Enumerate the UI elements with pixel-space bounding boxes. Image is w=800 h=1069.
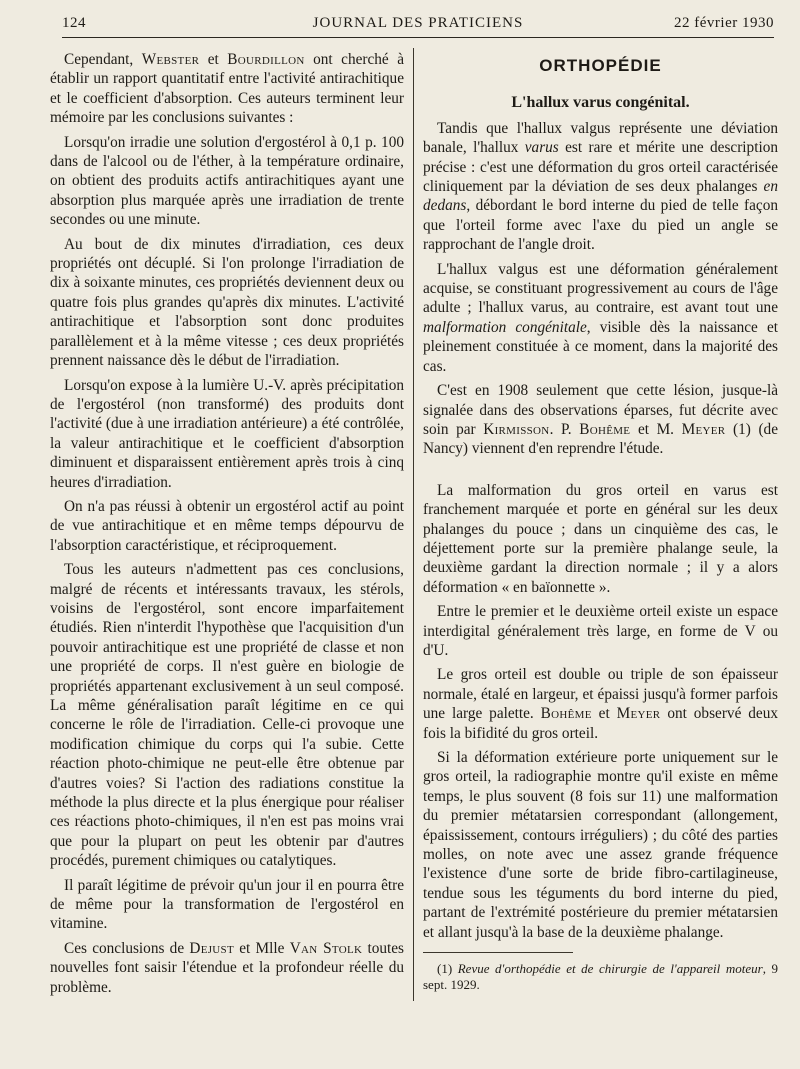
column-divider	[413, 48, 414, 1001]
paragraph: Il paraît légitime de prévoir qu'un jour il en pourra être de même pour la transformation de l'ergostérol en vitamine.	[50, 876, 404, 933]
issue-date: 22 février 1930	[674, 15, 774, 31]
running-header	[62, 15, 774, 37]
author-name: Kirmisson	[483, 420, 550, 438]
paragraph: On n'a pas réussi à obtenir un ergostérol actif au point de vue antirachitique et en même temps dépourvu de l'absorption caractéristique, et réciproquement.	[50, 497, 404, 554]
paragraph: La malformation du gros orteil en varus est franchement marquée et porte en général sur les deux phalanges du pouce ; dans un cinquième des cas, le déjettement porte sur la première phalange seule, la deuxième gardant la direction normale ; il y a alors déformation « en baïonnette ».	[423, 481, 778, 596]
paragraph: Le gros orteil est double ou triple de son épaisseur normale, étalé en largeur, et épaissi jusqu'à former parfois une large palette. Bohême et Meyer ont observé deux fois la bifidité du gros orteil.	[423, 666, 778, 742]
author-name: Bohême	[579, 420, 631, 438]
journal-title: JOURNAL DES PRATICIENS	[312, 15, 524, 31]
article-title: L'hallux varus congénital.	[511, 94, 690, 112]
author-name: Bourdillon	[227, 51, 305, 68]
paragraph: Si la déformation extérieure porte uniquement sur le gros orteil, la radiographie montre qu'il existe en même temps, le plus souvent (8 fois sur 11) une malformation du premier métatarsien correspondant (allongement, épaississement, contours irréguliers) ; du côté des parties molles, on note avec une assez grande fréquence l'existence d'une sorte de bride fibro-cartilagineuse, tendue sous les téguments du bord interne du pied, partant de l'extrémité postérieure du premier métatarsien et allant jusqu'à la base de la deuxième phalange.	[423, 749, 778, 941]
section-title: ORTHOPÉDIE	[539, 56, 662, 75]
paragraph: C'est en 1908 seulement que cette lésion, jusque-là signalée dans des observations éparses, fut décrite avec soin par Kirmisson. P. Bohême et M. Meyer (1) (de Nancy) viennent d'en reprendre l'étude.	[423, 382, 778, 458]
author-name: Dejust	[189, 939, 234, 957]
header-rule	[62, 37, 774, 38]
left-column	[50, 50, 404, 1002]
paragraph: Lorsqu'on irradie une solution d'ergostérol à 0,1 p. 100 dans de l'alcool ou de l'éther, à la température ordinaire, on obtient des produits actifs antirachitiques ayant une absorption plus marquée après une irradiation de trente secondes ou une minute.	[50, 133, 404, 229]
paragraph: Tandis que l'hallux valgus représente une déviation banale, l'hallux varus est rare et mérite une description précise : c'est une déformation du gros orteil caractérisée cliniquement par la déviation de ses deux phalanges en dedans, débordant le bord interne du pied de telle façon que l'orteil forme avec l'axe du pied un angle se rapprochant de l'angle droit.	[423, 119, 778, 254]
author-name: Meyer	[616, 705, 661, 723]
paragraph: Ces conclusions de Dejust et Mlle Van Stolk toutes nouvelles font saisir l'étendue et la profondeur réelle du problème.	[50, 939, 405, 996]
page-number: 124	[62, 15, 86, 31]
right-column	[423, 50, 778, 998]
author-name: Webster	[141, 51, 200, 68]
paragraph: Entre le premier et le deuxième orteil existe un espace interdigital généralement très large, en forme de V ou d'U.	[423, 603, 778, 659]
paragraph: Cependant, Webster et Bourdillon ont cherché à établir un rapport quantitatif entre l'activité antirachitique et le coefficient d'absorption. Ces auteurs terminent leur mémoire par les conclusions suivantes :	[50, 51, 404, 127]
paragraph: Au bout de dix minutes d'irradiation, ces deux propriétés ont décuplé. Si l'on prolonge l'irradiation de dix à soixante minutes, ces propriétés deviennent deux ou quatre fois plus grandes qu'après dix minutes. L'activité antirachitique et l'absorption sont donc produites parallèlement et à la même vitesse ; ces deux propriétés prennent naissance dès le début de l'irradiation.	[50, 235, 404, 370]
paragraph: Tous les auteurs n'admettent pas ces conclusions, malgré de récents et intéressants travaux, les stérols, voisins de l'ergostérol, sont encore imparfaitement étudiés. Rien n'interdit l'hypothèse que l'acquisition d'un pouvoir antirachitique est une propriété de classe et non une propriété de corps. Il n'est guère en biologie de propriétés appartenant exclusivement à un seul composé. La même généralisation paraît légitime en ce qui concerne le rôle de l'irradiation. Celle-ci provoque une modification chimique du corps qui l'a subie. Cette réaction photo-chimique ne peut-elle être obtenue par d'autres voies? Si l'action des radiations constitue la méthode la plus directe et la plus énergique pour réaliser ces réactions photo-chimiques, il n'en est pas moins vrai que pour la plupart on peut les obtenir par d'autres procédés, purement chimiques ou catalytiques.	[50, 561, 404, 870]
footnote-rule	[423, 952, 573, 953]
paragraph: L'hallux valgus est une déformation généralement acquise, se constituant progressivement au cours de l'âge adulte ; l'hallux varus, au contraire, est avant tout une malformation congénitale, visible dès la naissance et pleinement constituée à ce moment, dans la majorité des cas.	[423, 260, 778, 375]
paragraph: Lorsqu'on expose à la lumière U.-V. après précipitation de l'ergostérol (non transformé) des produits dont l'activité (due à une irradiation antérieure) a été contrôlée, la valeur antirachitique et le coefficient d'absorption diminuent et disparaissent entièrement après trois à cinq heures d'irradiation.	[50, 376, 404, 491]
author-name: Meyer	[681, 420, 726, 438]
author-name: Van Stolk	[289, 939, 363, 957]
author-name: Bohême	[540, 705, 592, 723]
footnote: (1) Revue d'orthopédie et de chirurgie de l'appareil moteur, 9 sept. 1929.	[423, 961, 779, 993]
